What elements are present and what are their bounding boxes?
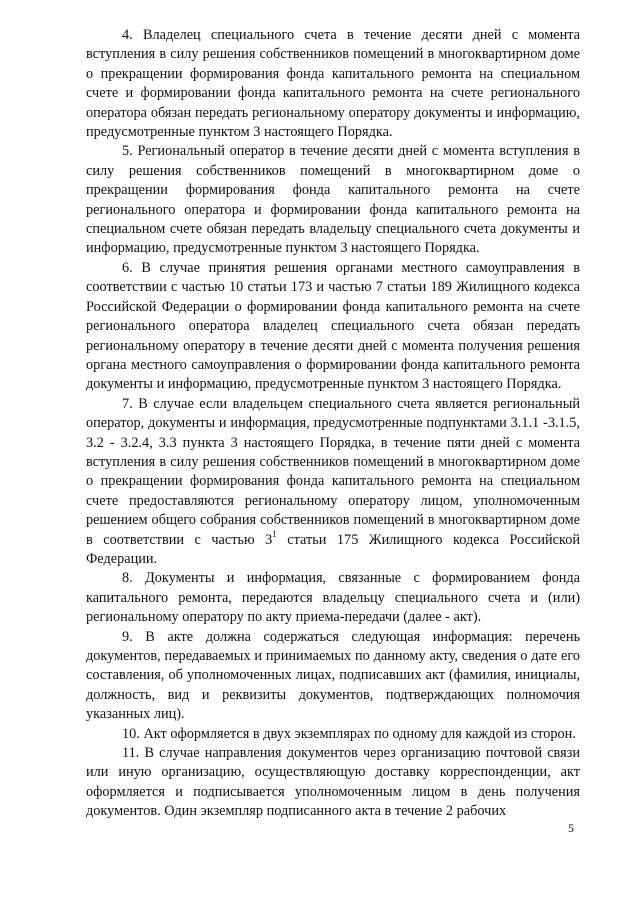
paragraph-11: 11. В случае направления документов через организацию почтовой связи или иную организацию, осуществляющую доставку корреспонденции, акт оформляется и подписывается уполномоченным лицом в день получения документов. Один экземпляр подписанного акта в течение 2 рабочих [86, 745, 580, 820]
paragraph-9: 9. В акте должна содержаться следующая информация: перечень документов, передаваемых и принимаемых по данному акту, сведения о дате его составления, об уполномоченных лицах, подписавших акт (фамилия, инициалы, должность, вид и реквизиты документов, подтверждающих полномочия указанных лиц). [86, 628, 580, 723]
paragraph-7 [86, 395, 580, 570]
paragraph-6: 6. В случае принятия решения органами местного самоуправления в соответствии с частью 10 статьи 173 и частью 7 статьи 189 Жилищного кодекса Российской Федерации о формировании фонда капитального ремонта на счете регионального оператора владелец специального счета обязан передать региональному оператору в течение десяти дней с момента получения решения органа местного самоуправления о формировании фонда капитального ремонта документы и информацию, предусмотренные пунктом 3 настоящего Порядка. [86, 259, 580, 393]
paragraph-5: 5. Региональный оператор в течение десяти дней с момента вступления в силу решения собственников помещений в многоквартирном доме о прекращении формирования фонда капитального ремонта на счете регионального оператора и формировании фонда капитального ремонта на специальном счете обязан передать владельцу специального счета документы и информацию, предусмотренные пунктом 3 настоящего Порядка. [86, 143, 580, 257]
paragraph-7-text: 7. В случае если владельцем специального счета является региональный оператор, документы и информация, предусмотренные подпунктами 3.1.1 -3.1.5, 3.2 - 3.2.4, 3.3 пункта 3 настоящего Порядка, в течение пяти дней с момента вступления в силу решения собственников помещений в многоквартирном доме о прекращении формирования фонда капитального ремонта на специальном счете предоставляются региональному оператору лицом, уполномоченным решением общего собрания собственников помещений в многоквартирном доме в соответствии с частью 3 [86, 395, 580, 548]
document-body [86, 26, 580, 822]
paragraph-7-superscript: 1 [272, 528, 277, 539]
page-number: 5 [568, 821, 574, 835]
paragraph-7-text-end: статьи 175 Жилищного кодекса Российской Федерации. [86, 531, 580, 567]
paragraph-10: 10. Акт оформляется в двух экземплярах по одному для каждой из сторон. [122, 725, 576, 742]
paragraph-4: 4. Владелец специального счета в течение десяти дней с момента вступления в силу решения собственников помещений в многоквартирном доме о прекращении формирования фонда капитального ремонта на специальном счете и формировании фонда капитального ремонта на счете регионального оператора обязан передать региональному оператору документы и информацию, предусмотренные пунктом 3 настоящего Порядка. [86, 27, 580, 141]
paragraph-8: 8. Документы и информация, связанные с формированием фонда капитального ремонта, передаются владельцу специального счета и (или) региональному оператору по акту приема-передачи (далее - акт). [86, 570, 580, 626]
